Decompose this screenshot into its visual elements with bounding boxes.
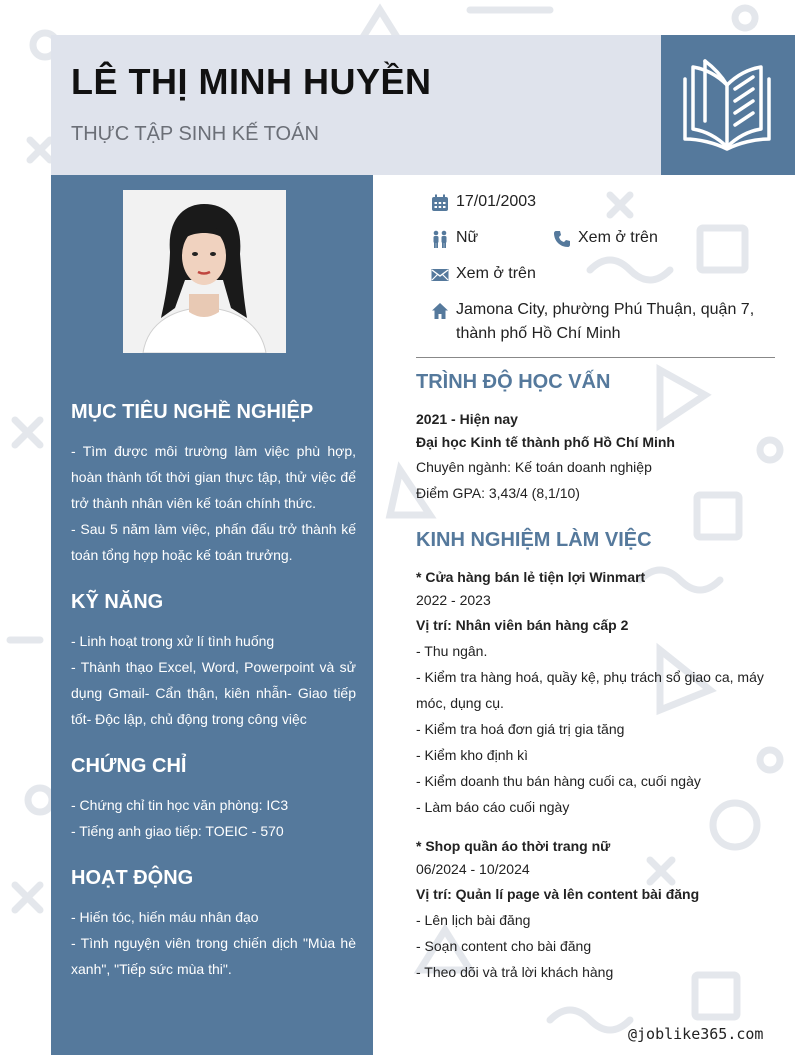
- experience-job-2: [416, 835, 776, 985]
- home-icon: [431, 302, 449, 320]
- skills-text: [71, 628, 356, 732]
- email-value: Xem ở trên: [456, 265, 536, 282]
- profile-photo: [123, 190, 286, 353]
- activities-text: [71, 904, 356, 982]
- job-duty: - Soạn content cho bài đăng: [416, 938, 592, 954]
- divider: [416, 357, 775, 358]
- address-line-1: Jamona City, phường Phú Thuận, quận 7,: [456, 301, 755, 318]
- header: [51, 35, 661, 175]
- job-period: 06/2024 - 10/2024: [416, 861, 530, 877]
- sidebar: [51, 175, 373, 1055]
- job-duty: - Làm báo cáo cuối ngày: [416, 799, 570, 815]
- job-duty: - Kiểm kho định kì: [416, 747, 529, 763]
- phone-value: Xem ở trên: [578, 229, 658, 246]
- job-period: 2022 - 2023: [416, 592, 491, 608]
- birthdate-value: 17/01/2003: [456, 193, 537, 210]
- objective-line: - Tìm được môi trường làm việc phù hợp, hoàn thành tốt thời gian thực tập, thử việc để trở thành nhân viên kế toán chính thức.: [71, 443, 356, 511]
- certificate-line: - Tiếng anh giao tiếp: TOEIC - 570: [71, 823, 284, 839]
- experience-heading: KINH NGHIỆM LÀM VIỆC: [416, 529, 652, 551]
- address-line-2: thành phố Hồ Chí Minh: [456, 325, 621, 342]
- certificate-line: - Chứng chỉ tin học văn phòng: IC3: [71, 797, 289, 813]
- job-duty: - Lên lịch bài đăng: [416, 912, 531, 928]
- job-position: Vị trí: Nhân viên bán hàng cấp 2: [416, 617, 629, 633]
- job-duty: - Kiểm doanh thu bán hàng cuối ca, cuối ngày: [416, 773, 701, 789]
- education-school: Đại học Kinh tế thành phố Hồ Chí Minh: [416, 434, 675, 450]
- open-book-icon: [679, 55, 775, 155]
- skill-line: - Thành thạo Excel, Word, Powerpoint và sử dụng Gmail- Cẩn thận, kiên nhẫn- Giao tiếp tốt- Độc lập, chủ động trong công việc: [71, 659, 356, 727]
- education-gpa: Điểm GPA: 3,43/4 (8,1/10): [416, 485, 580, 501]
- education-major: Chuyên ngành: Kế toán doanh nghiệp: [416, 459, 652, 475]
- activity-line: - Tình nguyện viên trong chiến dịch "Mùa hè xanh", "Tiếp sức mùa thi".: [71, 935, 356, 977]
- calendar-icon: [431, 194, 449, 212]
- objective-heading: MỤC TIÊU NGHỀ NGHIỆP: [71, 401, 314, 423]
- job-company: * Cửa hàng bán lẻ tiện lợi Winmart: [416, 569, 646, 585]
- gender-value: Nữ: [456, 229, 479, 246]
- candidate-name: LÊ THỊ MINH HUYỀN: [71, 61, 432, 102]
- activity-line: - Hiến tóc, hiến máu nhân đạo: [71, 909, 259, 925]
- job-duty: - Kiểm tra hàng hoá, quầy kệ, phụ trách sổ giao ca, máy móc, dụng cụ.: [416, 669, 764, 711]
- skills-heading: KỸ NĂNG: [71, 591, 164, 613]
- education-block: [416, 408, 776, 506]
- phone-icon: [553, 230, 571, 248]
- certificates-text: [71, 792, 356, 844]
- job-duty: - Theo dõi và trả lời khách hàng: [416, 964, 614, 980]
- education-period: 2021 - Hiện nay: [416, 411, 518, 427]
- objective-line: - Sau 5 năm làm việc, phấn đấu trở thành kế toán tổng hợp hoặc kế toán trưởng.: [71, 521, 356, 563]
- job-position: Vị trí: Quản lí page và lên content bài đăng: [416, 886, 700, 902]
- job-company: * Shop quần áo thời trang nữ: [416, 838, 611, 854]
- objective-text: [71, 438, 356, 568]
- education-heading: TRÌNH ĐỘ HỌC VẤN: [416, 371, 611, 393]
- job-title: THỰC TẬP SINH KẾ TOÁN: [71, 123, 319, 145]
- certificates-heading: CHỨNG CHỈ: [71, 755, 187, 777]
- people-icon: [431, 230, 449, 248]
- job-duty: - Kiểm tra hoá đơn giá trị gia tăng: [416, 721, 625, 737]
- mail-icon: [431, 266, 449, 284]
- activities-heading: HOẠT ĐỘNG: [71, 867, 194, 889]
- logo-box: [661, 35, 795, 175]
- experience-job-1: [416, 566, 776, 820]
- skill-line: - Linh hoạt trong xử lí tình huống: [71, 633, 275, 649]
- watermark: @joblike365.com: [628, 1025, 764, 1043]
- job-duty: - Thu ngân.: [416, 643, 488, 659]
